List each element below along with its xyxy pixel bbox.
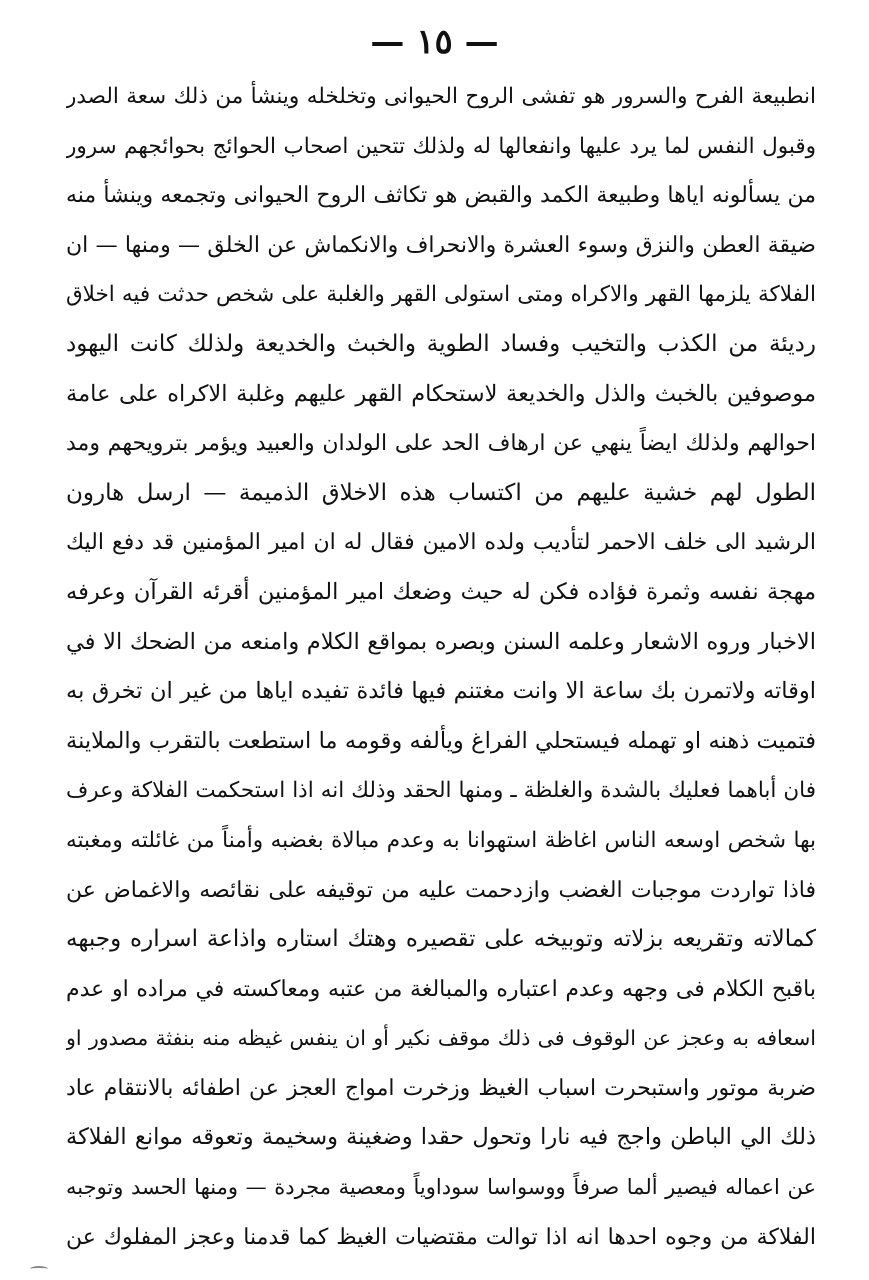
text-line: احوالهم ولذلك ايضاً ينهي عن ارهاف الحد على الولدان والعبيد ويؤمر بترويحهم ومد [66,431,816,457]
text-line: وقبول النفس لما يرد عليها وانفعالها له ولذلك تتحين اصحاب الحوائج بحوائجهم سرور [66,133,816,159]
page-body-text [66,72,816,1262]
text-line: اوقاته ولاتمرن بك ساعة الا وانت مغتنم فيها فائدة تفيده اياها من غير ان تخرق به [66,678,816,705]
scan-mark [30,1266,48,1272]
text-line: الفلاكة يلزمها القهر والاكراه ومتى استولى القهر والغلبة على شخص حدثت فيه اخلاق [66,282,816,308]
text-line: عن اعماله فيصير ألما صرفاً ووسواسا سوداوياً ومعصية مجردة — ومنها الحسد وتوجبه [66,1175,816,1200]
text-line: باقبح الكلام فى وجهه وعدم اعتباره والمبالغة من عتبه ومعاكسته في مراده او عدم [66,976,816,1002]
text-line: الفلاكة من وجوه احدها انه اذا توالت مقتضيات الغيظ كما قدمنا وعجز المفلوك عن [66,1224,816,1250]
text-line: انطبيعة الفرح والسرور هو تفشى الروح الحيوانى وتخلخله وينشأ من ذلك سعة الصدر [66,84,816,109]
text-line: فان أباهما فعليك بالشدة والغلظة ـ ومنها الحقد وذلك انه اذا استحكمت الفلاكة وعرف [66,778,816,804]
page-number: — ١٥ — [370,22,499,62]
text-line: ضربة موتور واستبحرت اسباب الغيظ وزخرت امواج العجز عن اطفائه بالانتقام عاد [66,1075,816,1101]
text-line: رديئة من الكذب والتخيب وفساد الطوية والخبث والخديعة ولذلك كانت اليهود [66,330,816,357]
text-line: بها شخص اوسعه الناس اغاظة استهوانا به وعدم مبالاة بغضبه وأمناً من غائلته ومغبته [66,827,816,853]
text-line: ضيقة العطن والنزق وسوء العشرة والانحراف والانكماش عن الخلق — ومنها — ان [66,232,816,258]
text-line: فاذا تواردت موجبات الغضب وازدحمت عليه من توقيفه على نقائصه والاغماض عن [66,877,816,903]
text-line: فتميت ذهنه او تهمله فيستحلي الفراغ ويألفه وقومه ما استطعت بالتقرب والملاينة [66,727,816,754]
text-line: الاخبار وروه الاشعار وعلمه السنن وبصره بمواقع الكلام وامنعه من الضحك الا في [66,628,816,655]
text-line: الرشيد الى خلف الاحمر لتأديب ولده الامين فقال له ان امير المؤمنين قد دفع اليك [66,530,816,556]
text-line: الطول لهم خشية عليهم من اكتساب هذه الاخلاق الذميمة — ارسل هارون [66,479,816,506]
text-line: كمالاته وتقريعه بزلاته وتوبيخه على تقصيره وهتك استاره واذاعة اسراره وجبهه [66,926,816,953]
text-line: اسعافه به وعجز عن الوقوف فى ذلك موقف نكير أو ان ينفس غيظه منه بنفثة مصدور او [66,1026,816,1051]
text-line: موصوفين بالخبث والذل والخديعة لاستحكام القهر عليهم وغلبة الاكراه على عامة [66,380,816,407]
text-line: مهجة نفسه وثمرة فؤاده فكن له حيث وضعك امير المؤمنين أقرئه القرآن وعرفه [66,578,816,605]
text-line: ذلك الي الباطن واجج فيه نارا وتحول حقدا وضغينة وسخيمة وتعوقه موانع الفلاكة [66,1124,816,1151]
text-line: من يسألونه اياها وطبيعة الكمد والقبض هو تكاثف الروح الحيوانى وتجمعه وينشأ منه [66,183,816,209]
